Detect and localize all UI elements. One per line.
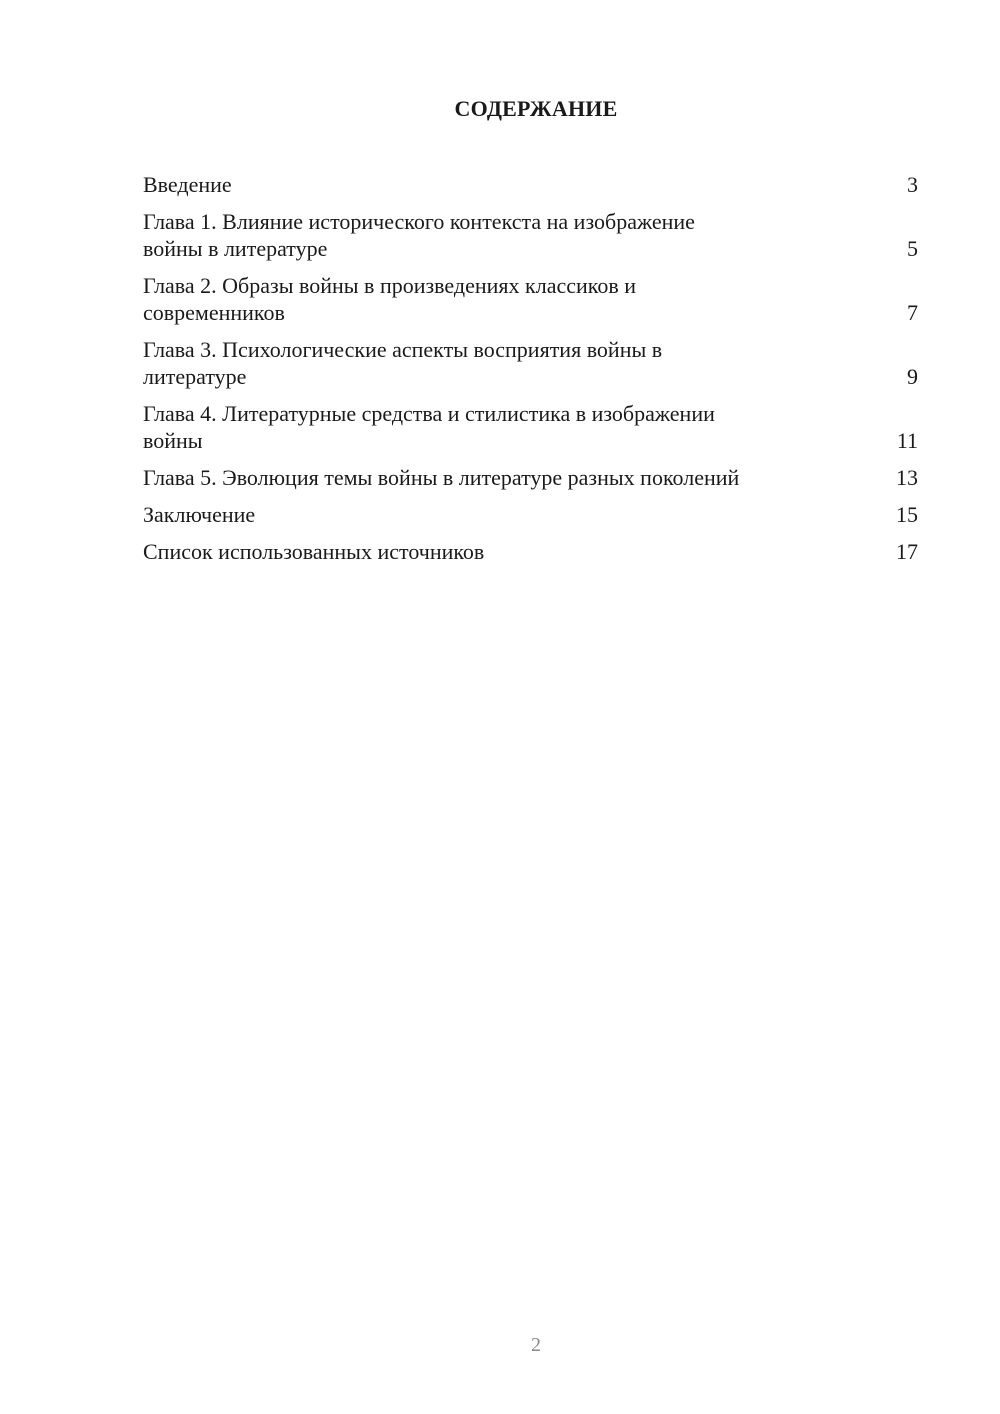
footer-page-number: 2 (531, 1334, 541, 1356)
toc-entry-references[interactable] (143, 538, 918, 565)
toc-entry-chapter-1[interactable] (143, 208, 918, 262)
toc-entry-chapter-3[interactable] (143, 336, 918, 390)
toc-entry-conclusion[interactable] (143, 501, 918, 528)
toc-entry-page: 17 (896, 539, 918, 564)
toc-entry-title: Глава 5. Эволюция темы войны в литературе разных поколений (143, 465, 740, 490)
toc-entry-page: 3 (907, 172, 918, 197)
toc-entry-title-continued: литературе (143, 364, 247, 389)
toc-entry-page: 13 (896, 465, 918, 490)
toc-entry-title: Глава 3. Психологические аспекты восприятия войны в (143, 337, 663, 362)
toc-entry-chapter-4[interactable] (143, 400, 918, 454)
toc-entry-chapter-5[interactable] (143, 464, 918, 491)
toc-entry-page: 15 (896, 502, 918, 527)
table-of-contents (143, 171, 918, 575)
toc-entry-title: Глава 4. Литературные средства и стилистика в изображении (143, 401, 715, 426)
toc-entry-title-continued: войны (143, 428, 203, 453)
page-title: СОДЕРЖАНИЕ (454, 96, 618, 121)
toc-entry-page: 7 (907, 300, 918, 325)
toc-entry-page: 5 (907, 236, 918, 261)
toc-entry-chapter-2[interactable] (143, 272, 918, 326)
toc-entry-title-continued: современников (143, 300, 285, 325)
toc-entry-title: Заключение (143, 502, 256, 527)
toc-entry-title: Введение (143, 172, 232, 197)
toc-entry-page: 11 (896, 428, 918, 453)
toc-entry-title-continued: войны в литературе (143, 236, 328, 261)
toc-entry-title: Глава 1. Влияние исторического контекста на изображение (143, 209, 695, 234)
toc-entry-title: Список использованных источников (143, 539, 485, 564)
toc-entry-title: Глава 2. Образы войны в произведениях классиков и (143, 273, 637, 298)
toc-entry-introduction[interactable] (143, 171, 918, 198)
toc-entry-page: 9 (907, 364, 918, 389)
